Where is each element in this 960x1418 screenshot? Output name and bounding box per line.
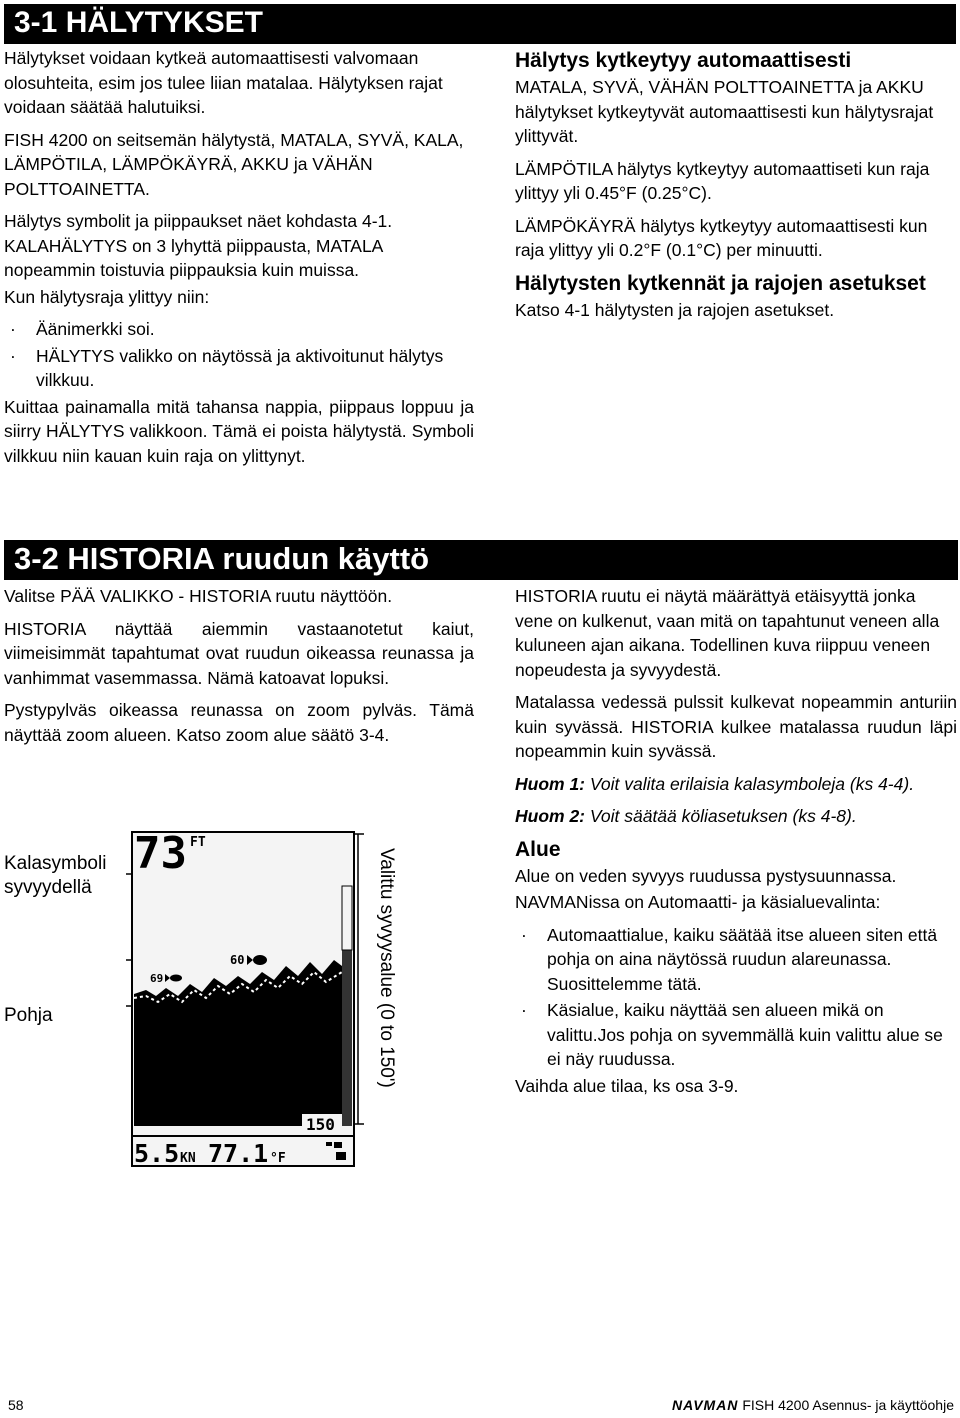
paragraph: HISTORIA näyttää aiemmin vastaanotetut kaiut, viimeisimmät tapahtumat ovat ruudun oikeassa reunassa ja vanhimmat vasemmassa. Nämä katoavat lopuksi. [4, 618, 474, 688]
section-1-title: 3-1 HÄLYTYKSET [4, 4, 956, 44]
subheading: Hälytys kytkeytyy automaattisesti [515, 49, 852, 72]
footer-title: NAVMAN FISH 4200 Asennus- ja käyttöohje [672, 1397, 954, 1413]
list-item: · Käsialue, kaiku näyttää sen alueen mikä on valittu.Jos pohja on syvemmällä kuin valittu alue se ei näy ruudussa. [521, 1000, 943, 1069]
temperature-unit: °F [270, 1151, 286, 1166]
list-item: · HÄLYTYS valikko on näytössä ja aktivoitunut hälytys vilkkuu. [10, 345, 444, 390]
paragraph: HISTORIA ruutu ei näytä määrättyä etäisyyttä jonka vene on kulkenut, vaan mitä on tapahtunut veneen alla kuluneen ajan aikana. Todellinen kuva riippuu veneen nopeudesta ja syvyydestä. [515, 586, 940, 680]
paragraph: Kuittaa painamalla mitä tahansa nappia, piippaus loppuu ja siirry HÄLYTYS valikkoon. Tämä ei poista hälytystä. Symboli vilkkuu niin kauan kuin raja on ylittynyt. [4, 396, 474, 466]
label-range: Valittu syvyysalue (0 to 150') [376, 848, 397, 1088]
paragraph: NAVMANissa on Automaatti- ja käsialuevalinta: [515, 892, 881, 912]
paragraph: LÄMPÖKÄYRÄ hälytys kytkeytyy automaattisesti kun raja ylittyy yli 0.2°F (0.1°C) per minuutti. [515, 215, 928, 260]
paragraph: MATALA, SYVÄ, VÄHÄN POLTTOAINETTA ja AKKU hälytykset kytkeytyvät automaattisesti kun hälytysrajat ylittyvät. [515, 77, 934, 146]
section-1-right-column [515, 48, 957, 330]
paragraph: Matalassa vedessä pulssit kulkevat nopeammin anturiin kuin syvässä. HISTORIA kulkee matalassa ruudun läpi nopeammin kuin syvässä. [515, 692, 957, 761]
paragraph: Hälytys symbolit ja piippaukset näet kohdasta 4-1. KALAHÄLYTYS on 3 lyhyttä piippausta, MATALA nopeammin toistuvia piippauksia kuin muissa. [4, 211, 393, 280]
speed-readout: 5.5 [134, 1139, 180, 1168]
paragraph: Alue on veden syvyys ruudussa pystysuunnassa. [515, 865, 897, 886]
range-value: 150 [306, 1115, 335, 1134]
subheading: Hälytysten kytkennät ja rajojen asetukset [515, 271, 926, 295]
list-item: · Automaattialue, kaiku säätää itse alueen siten että pohja on aina näytössä ruudun alareunassa. Suosittelemme tätä. [521, 924, 938, 994]
note-2: Huom 2: Voit säätää köliasetuksen (ks 4-8). [515, 806, 857, 826]
history-screen [126, 826, 366, 1171]
list-item: · Äänimerkki soi. [10, 319, 155, 339]
depth-unit: FT [190, 835, 206, 850]
label-bottom: Pohja [4, 1005, 53, 1026]
temperature-readout: 77.1 [208, 1139, 269, 1168]
speed-unit: KN [180, 1151, 196, 1166]
brand-logo: NAVMAN [672, 1397, 739, 1413]
paragraph: LÄMPÖTILA hälytys kytkeytyy automaattiseti kun raja ylittyy yli 0.45°F (0.25°C). [515, 158, 930, 203]
label-fish-symbol: Kalasymboli syvyydellä [4, 853, 107, 898]
note-1: Huom 1: Voit valita erilaisia kalasymboleja (ks 4-4). [515, 773, 915, 794]
section-2-left-column [4, 584, 474, 755]
paragraph: FISH 4200 on seitsemän hälytystä, MATALA, SYVÄ, KALA, LÄMPÖTILA, LÄMPÖKÄYRÄ, AKKU ja VÄHÄN POLTTOAINETTA. [4, 129, 464, 199]
depth-readout: 73 [134, 828, 187, 879]
svg-text:60: 60 [230, 953, 245, 967]
paragraph: Valitse PÄÄ VALIKKO - HISTORIA ruutu näyttöön. [4, 586, 393, 606]
paragraph: Pystypylväs oikeassa reunassa on zoom pylväs. Tämä näyttää zoom alueen. Katso zoom alue säätö 3-4. [4, 700, 474, 745]
paragraph: Kun hälytysraja ylittyy niin: [4, 286, 210, 307]
section-2-title: 3-2 HISTORIA ruudun käyttö [4, 540, 958, 580]
subheading-alue: Alue [515, 837, 561, 861]
svg-text:69: 69 [150, 972, 164, 985]
paragraph: Katso 4-1 hälytysten ja rajojen asetukset. [515, 299, 835, 320]
section-2-right-column [515, 584, 957, 1106]
paragraph: Hälytykset voidaan kytkeä automaattisesti valvomaan olosuhteita, esim jos tulee liian matalaa. Hälytyksen rajat voidaan säätää halutuiksi. [4, 48, 443, 117]
section-1-left-column [4, 46, 474, 476]
page-number: 58 [8, 1397, 24, 1413]
paragraph: Vaihda alue tilaa, ks osa 3-9. [515, 1075, 739, 1096]
zoom-bar [342, 950, 352, 1126]
